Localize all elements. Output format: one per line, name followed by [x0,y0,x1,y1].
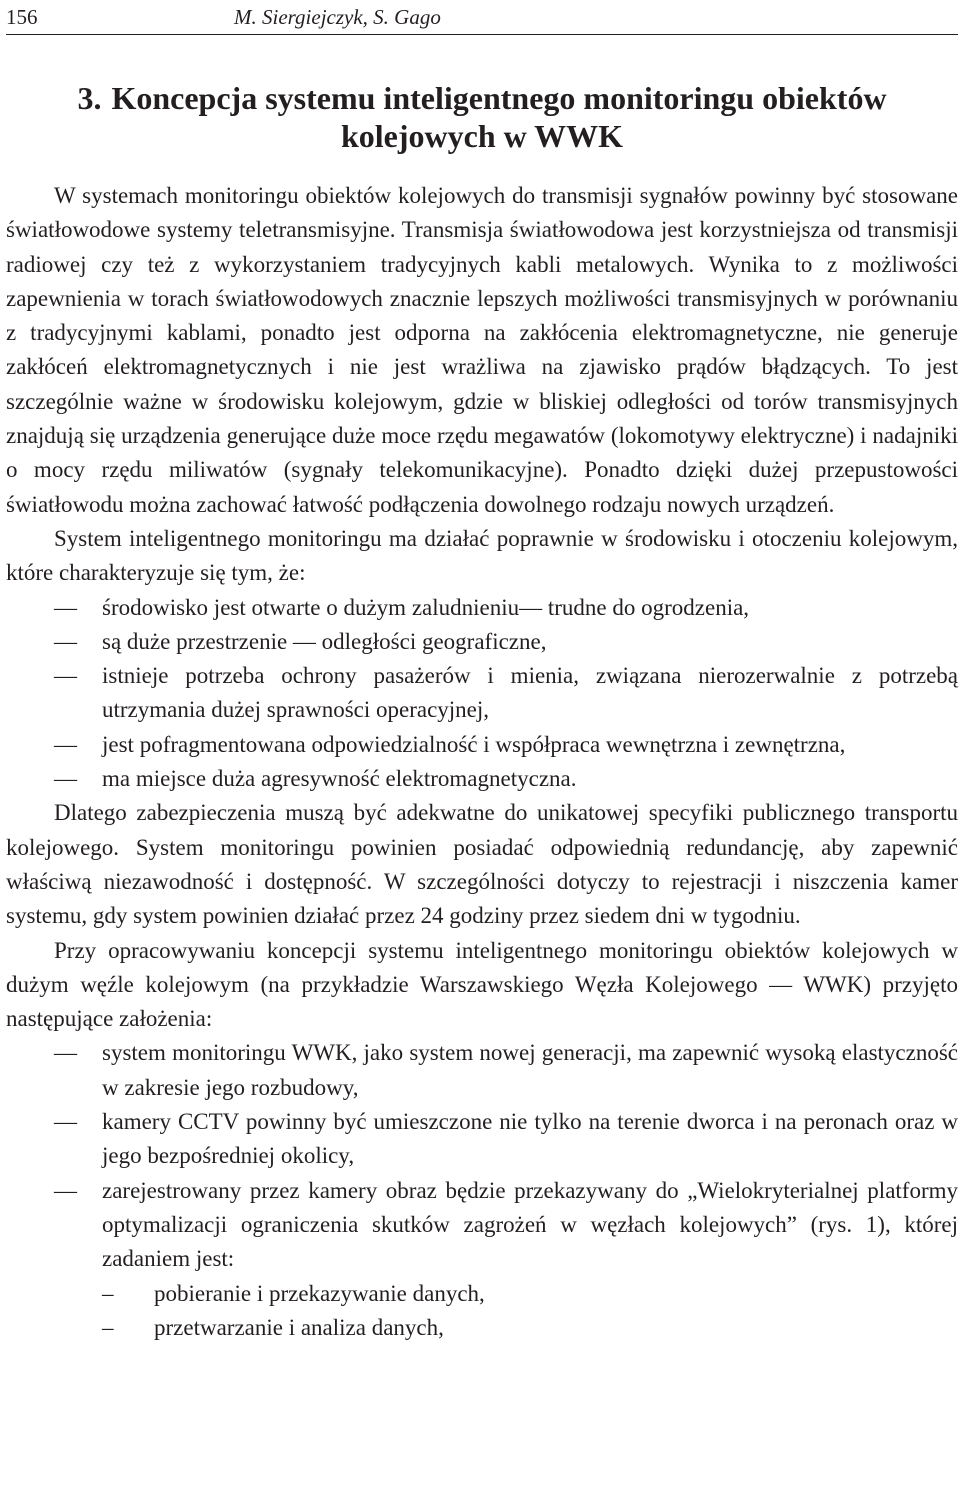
sub-list-item-text: przetwarzanie i analiza danych, [154,1314,444,1340]
list-item-text: są duże przestrzenie — odległości geograficzne, [102,628,547,654]
paragraph-1: W systemach monitoringu obiektów kolejowych do transmisji sygnałów powinny być stosowane światłowodowe systemy teletransmisyjne. Transmisja światłowodowa jest korzystniejsza od transmisji radiowej czy też z wykorzystaniem tradycyjnych kabli metalowych. Wynika to z możliwości zapewnienia w torach światłowodowych znacznie lepszych możliwości transmisyjnych w porównaniu z tradycyjnymi kablami, ponadto jest odporna na zakłócenia elektromagnetyczne, nie generuje zakłóceń elektromagnetycznych i nie jest wrażliwa na zjawisko prądów błądzących. To jest szczególnie ważne w środowisku kolejowym, gdzie w bliskiej odległości od torów transmisyjnych znajdują się urządzenia generujące duże moce rzędu megawatów (lokomotywy elektryczne) i nadajniki o mocy rzędu miliwatów (sygnały telekomunikacyjne). Ponadto dzięki dużej przepustowości światłowodu można zachować łatwość podłączenia dowolnego rodzaju nowych urządzeń. [6,183,958,517]
list-item-text: istnieje potrzeba ochrony pasażerów i mienia, związana nierozerwalnie z potrzebą utrzymania dużej sprawności operacyjnej, [102,663,958,723]
list-item [6,728,958,762]
list-item [6,1174,958,1277]
list-item [6,1105,958,1174]
section-title: Koncepcja systemu inteligentnego monitoringu obiektów kolejowych w WWK [111,80,887,154]
en-dash-marker: – [102,1280,114,1306]
body-text [6,179,958,1345]
list-item-text: zarejestrowany przez kamery obraz będzie przekazywany do „Wielokryterialnej platformy optymalizacji ograniczenia skutków zagrożeń w węzłach kolejowych” (rys. 1), której zadaniem jest: [102,1177,958,1272]
list-item-text: ma miejsce duża agresywność elektromagnetyczna. [102,766,577,792]
environment-list [6,591,958,797]
paragraph-3: Dlatego zabezpieczenia muszą być adekwatne do unikatowej specyfiki publicznego transportu kolejowego. System monitoringu powinien posiadać odpowiednią redundancję, aby zapewnić właściwą niezawodność i dostępność. W szczególności dotyczy to rejestracji i niszczenia kamer systemu, gdy system powinien działać przez 24 godziny przez siedem dni w tygodniu. [6,800,958,929]
assumptions-list [6,1036,958,1276]
list-item [6,625,958,659]
sub-list-item-text: pobieranie i przekazywanie danych, [154,1280,485,1306]
paragraph-2: System inteligentnego monitoringu ma działać poprawnie w środowisku i otoczeniu kolejowym, które charakteryzuje się tym, że: [6,525,958,586]
dash-marker: — [54,766,77,792]
list-item [6,1036,958,1105]
list-item-text: jest pofragmentowana odpowiedzialność i współpraca wewnętrzna i zewnętrzna, [102,731,846,757]
page-number: 156 [6,5,38,29]
dash-marker: — [54,1177,77,1203]
list-item-text: środowisko jest otwarte o dużym zaludnieniu— trudne do ogrodzenia, [102,594,750,620]
sub-list-item [6,1311,958,1345]
dash-marker: — [54,1040,77,1066]
paragraph-4: Przy opracowywaniu koncepcji systemu inteligentnego monitoringu obiektów kolejowych w dużym węźle kolejowym (na przykładzie Warszawskiego Węzła Kolejowego — WWK) przyjęto następujące założenia: [6,937,958,1032]
dash-marker: — [54,628,77,654]
section-heading [6,79,958,155]
list-item-text: system monitoringu WWK, jako system nowej generacji, ma zapewnić wysoką elastyczność w zakresie jego rozbudowy, [102,1040,958,1100]
list-item [6,762,958,796]
list-item [6,659,958,728]
dash-marker: — [54,731,77,757]
en-dash-marker: – [102,1314,114,1340]
list-item [6,591,958,625]
dash-marker: — [54,594,77,620]
running-header-authors: M. Siergiejczyk, S. Gago [234,5,441,29]
sub-list-item [6,1277,958,1311]
dash-marker: — [54,1109,77,1135]
platform-tasks-list [6,1277,958,1346]
dash-marker: — [54,663,77,689]
list-item-text: kamery CCTV powinny być umieszczone nie tylko na terenie dworca i na peronach oraz w jego bezpośredniej okolicy, [102,1109,958,1169]
section-number: 3. [77,80,102,116]
running-header [6,0,958,35]
